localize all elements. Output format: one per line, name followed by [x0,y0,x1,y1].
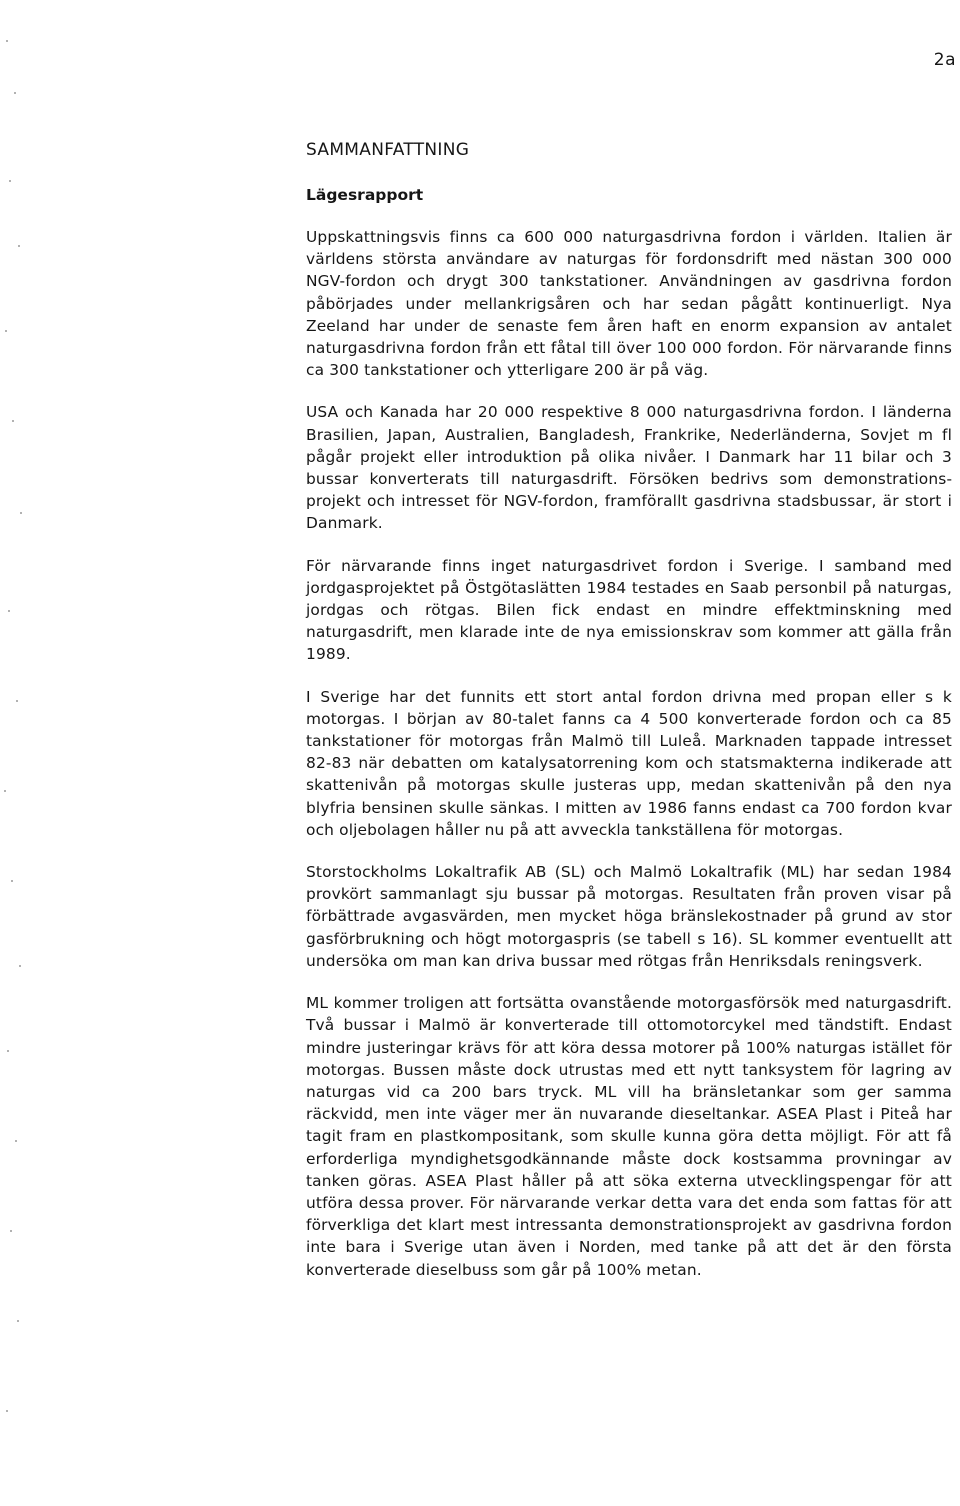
scan-speck [5,330,7,332]
paragraph-motorgas-history: I Sverige har det funnits ett stort antal fordon drivna med propan eller s k motorgas. I början av 80-talet fanns ca 4 500 konverterade fordon och ca 85 tankstationer för motorgas från Malmö till Luleå. Marknaden tappade intresset 82-83 när debatten om katalysatorrening kom och statsmakterna indikerade att skattenivån på motorgas skulle justeras upp, medan skattenivån på den nya blyfria bensinen skulle sänkas. I mitten av 1986 fanns endast ca 700 fordon kvar och oljebolagen håller nu på att avveckla tankställena för motorgas. [306,687,952,839]
scan-speck [18,245,20,247]
document-body [306,140,952,1301]
paragraph-world-overview: Uppskattningsvis finns ca 600 000 naturgasdrivna fordon i världen. Italien är världens största användare av naturgas för fordonsdrift med nästan 300 000 NGV-fordon och drygt 300 tankstationer. Användningen av gasdrivna fordon påbörjades under mellankrigsåren och har sedan pågått kontinuerligt. Nya Zeeland har under de senaste fem åren haft en enorm expansion av antalet naturgasdrivna fordon från ett fåtal till över 100 000 fordon. För närvarande finns ca 300 tankstationer och ytterligare 200 är på väg. [306,228,952,380]
section-subheading: Lägesrapport [306,186,424,204]
scan-speck [4,790,6,792]
scan-speck [14,92,16,94]
scan-speck [6,40,8,42]
paragraph-usa-canada: USA och Kanada har 20 000 respektive 8 000 naturgasdrivna fordon. I länderna Brasilien, Japan, Australien, Bangladesh, Frankrike, Nederländerna, Sovjet m fl pågår projekt eller introduktion på olika nivåer. I Danmark har 11 bilar och 3 bussar konverterats till naturgasdrift. Försöken bedrivs som demonstrationsprojekt och intresset för NGV-fordon, framförallt gasdrivna stadsbussar, är stort i Danmark. [306,403,952,533]
scan-speck [9,180,11,182]
scan-margin-noise [0,0,40,1506]
scan-speck [19,965,21,967]
scan-speck [12,420,14,422]
scan-speck [7,1050,9,1052]
scan-speck [20,512,22,514]
scan-speck [11,880,13,882]
scan-speck [6,1410,8,1412]
scan-speck [16,700,18,702]
scan-speck [10,1230,12,1232]
paragraph-sweden-status: För närvarande finns inget naturgasdrivet fordon i Sverige. I samband med jordgasprojektet på Östgötaslätten 1984 testades en Saab personbil på naturgas, jordgas och rötgas. Bilen fick endast en mindre effektminskning med naturgasdrift, men klarade inte de nya emissionskrav som kommer att gälla från 1989. [306,556,952,664]
page-number: 2a [933,50,956,70]
paragraph-ml-natural-gas: ML kommer troligen att fortsätta ovanstående motorgasförsök med naturgasdrift. Två bussar i Malmö är konverterade till ottomotorcykel med tändstift. Endast mindre justeringar krävs för att köra dessa motorer på 100% naturgas istället för motorgas. Bussen måste dock utrustas med ett nytt tanksystem för lagring av naturgas vid ca 200 bars tryck. ML vill ha bränsletankar som ger samma räckvidd, men inte väger mer än nuvarande dieseltankar. ASEA Plast i Piteå har tagit fram en plastkompositank, som skulle kunna göra detta möjligt. För att få erforderliga myndighetsgodkännande måste dock kostsamma provningar av tanken göras. ASEA Plast håller på att söka externa utvecklingspengar för att utföra dessa prover. För närvarande verkar detta vara det enda som fattas för att förverkliga det klart mest intressanta demonstrationsprojekt av gasdrivna fordon inte bara i Sverige utan även i Norden, med tanke på att det är den första konverterade dieselbuss som går på 100% metan. [306,994,952,1279]
section-heading: SAMMANFATTNING [306,140,470,160]
paragraph-sl-ml-trials: Storstockholms Lokaltrafik AB (SL) och Malmö Lokaltrafik (ML) har sedan 1984 provkört sammanlagt sju bussar på motorgas. Resultaten från proven visar på förbättrade avgasvärden, men mycket höga bränslekostnader på grund av stor gasförbrukning och högt motorgaspris (se tabell s 16). SL kommer eventuellt att undersöka om man kan driva bussar med rötgas från Henriksdals reningsverk. [306,863,952,970]
scan-speck [17,1320,19,1322]
scan-speck [15,1140,17,1142]
scan-speck [8,610,10,612]
